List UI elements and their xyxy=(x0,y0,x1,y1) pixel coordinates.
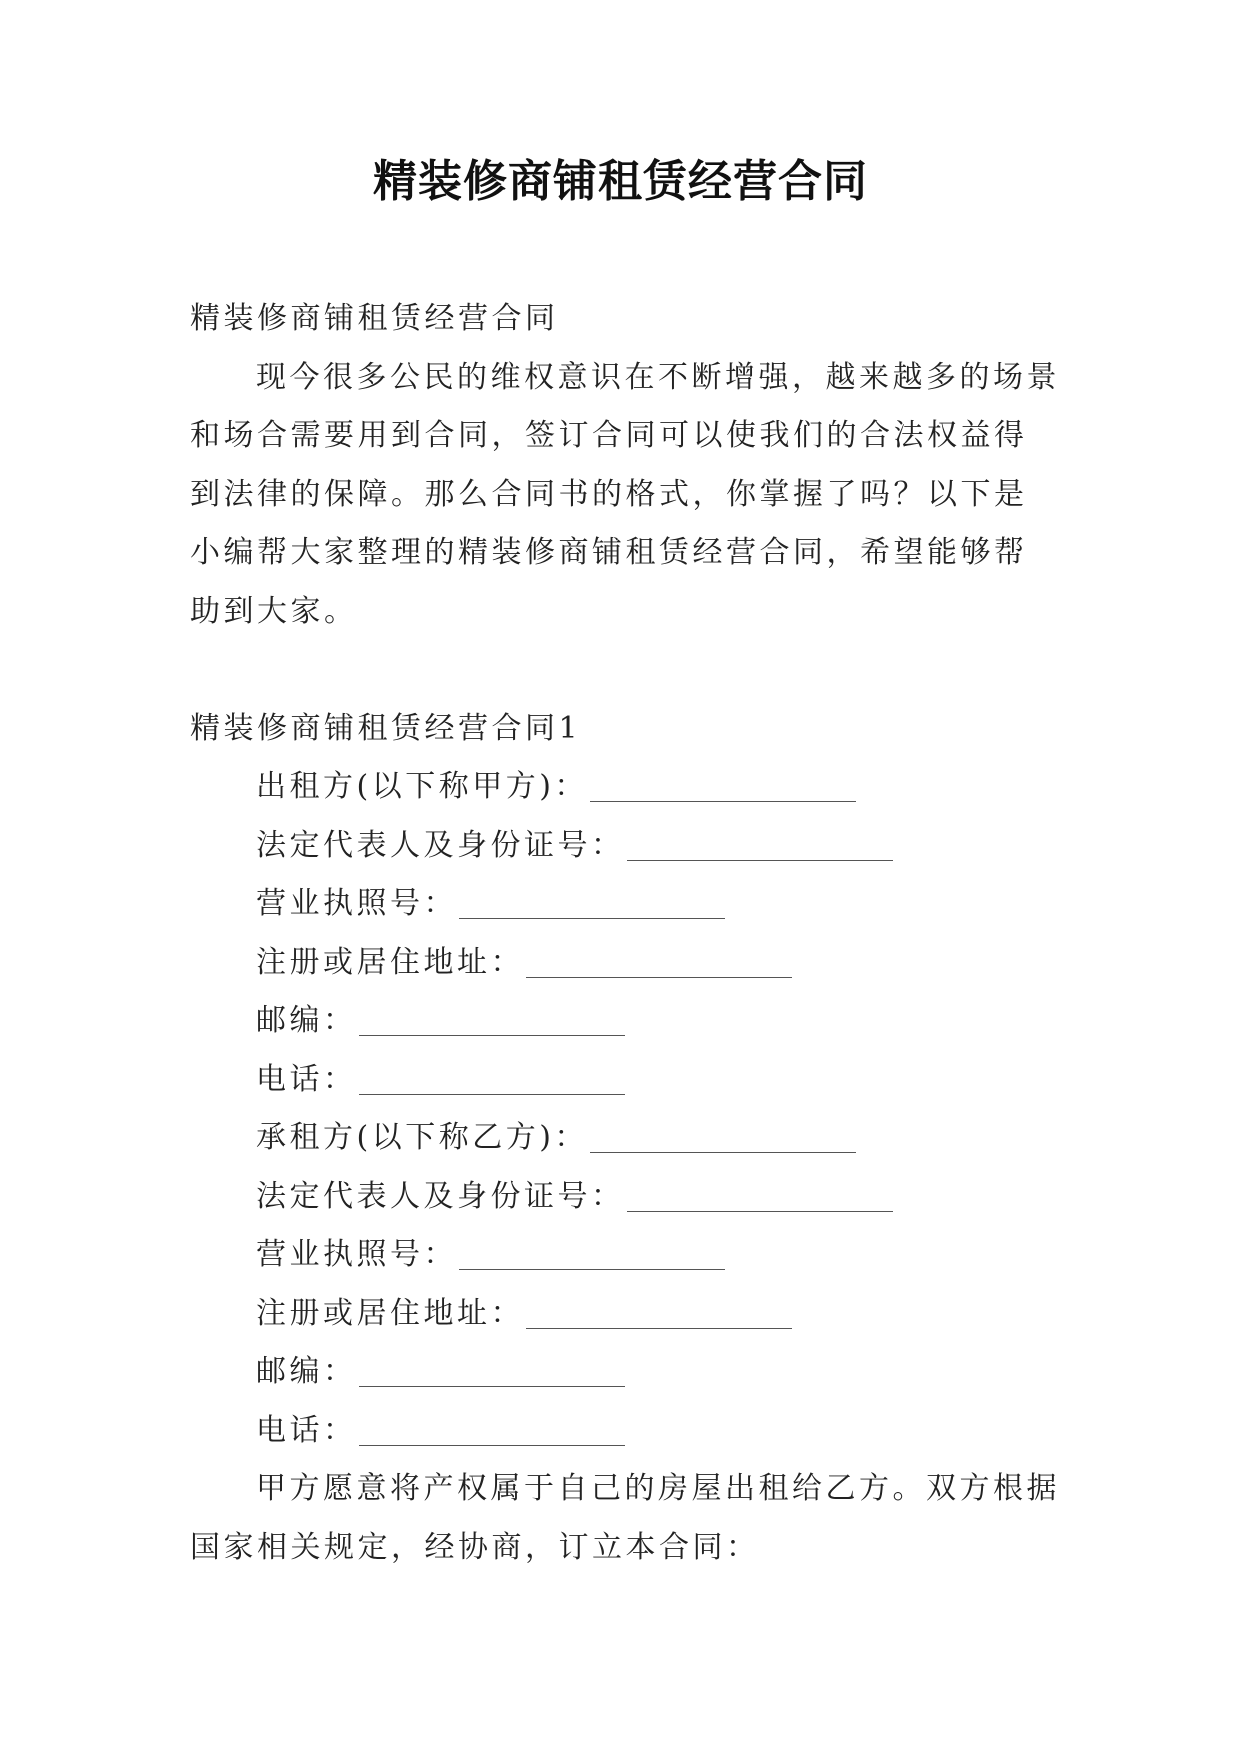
field-label: 电话： xyxy=(256,1412,357,1448)
blank-line xyxy=(359,1064,625,1095)
field-label: 邮编： xyxy=(256,1354,357,1389)
field-label: 注册或居住地址： xyxy=(256,1295,524,1331)
blank-line xyxy=(459,888,725,919)
blank-line xyxy=(359,1415,625,1446)
party-a-license-field xyxy=(190,875,1060,934)
field-label: 电话： xyxy=(256,1061,357,1097)
closing-paragraph: 甲方愿意将产权属于自己的房屋出租给乙方。双方根据国家相关规定，经协商，订立本合同： xyxy=(190,1471,1060,1565)
blank-line xyxy=(359,1005,625,1036)
field-label: 注册或居住地址： xyxy=(256,944,524,980)
field-label: 法定代表人及身份证号： xyxy=(256,827,625,863)
blank-line xyxy=(459,1239,725,1270)
party-b-license-field xyxy=(190,1226,1060,1285)
field-label: 出租方(以下称甲方)： xyxy=(256,769,588,804)
intro-paragraph: 现今很多公民的维权意识在不断增强，越来越多的场景和场合需要用到合同，签订合同可以使我们的合法权益得到法律的保障。那么合同书的格式，你掌握了吗？以下是小编帮大家整理的精装修商铺租赁经营合同，希望能够帮助到大家。 xyxy=(190,359,1060,629)
blank-line xyxy=(627,830,893,861)
party-a-phone-field xyxy=(190,1051,1060,1110)
field-label: 营业执照号： xyxy=(256,1237,457,1272)
paragraph-spacer xyxy=(190,641,1060,700)
party-a-lessor-field xyxy=(190,758,1060,817)
party-b-phone-field xyxy=(190,1402,1060,1461)
party-b-legal-rep-field xyxy=(190,1168,1060,1227)
document-title: 精装修商铺租赁经营合同 xyxy=(373,156,868,207)
document-body xyxy=(190,290,1060,1577)
blank-line xyxy=(627,1181,893,1212)
document-subtitle: 精装修商铺租赁经营合同 xyxy=(190,301,559,336)
field-label: 法定代表人及身份证号： xyxy=(256,1178,625,1214)
party-a-postcode-field xyxy=(190,992,1060,1051)
blank-line xyxy=(590,1122,856,1153)
blank-line xyxy=(590,771,856,802)
field-label: 营业执照号： xyxy=(256,886,457,921)
field-label: 邮编： xyxy=(256,1003,357,1038)
blank-line xyxy=(526,947,792,978)
blank-line xyxy=(359,1356,625,1387)
party-b-lessee-field xyxy=(190,1109,1060,1168)
party-a-address-field xyxy=(190,934,1060,993)
blank-line xyxy=(526,1298,792,1329)
party-b-address-field xyxy=(190,1285,1060,1344)
section-heading: 精装修商铺租赁经营合同1 xyxy=(190,710,582,746)
party-b-postcode-field xyxy=(190,1343,1060,1402)
field-label: 承租方(以下称乙方)： xyxy=(256,1120,588,1155)
party-a-legal-rep-field xyxy=(190,817,1060,876)
